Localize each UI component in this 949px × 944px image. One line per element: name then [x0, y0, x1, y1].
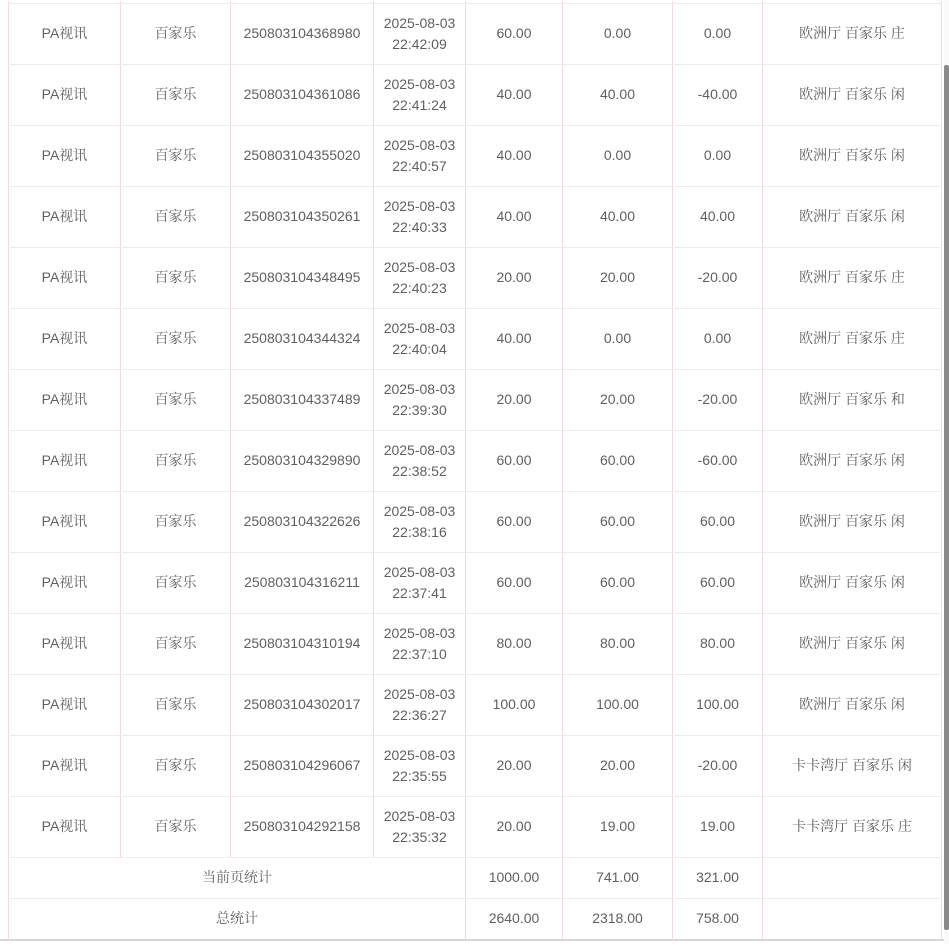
valid-bet-cell: 40.00: [563, 186, 673, 247]
order-no-cell: 250803104350261: [231, 186, 374, 247]
order-no-cell: 250803104337489: [231, 369, 374, 430]
time-cell: 2025-08-03 22:37:10: [374, 613, 466, 674]
game-detail-cell: 欧洲厅 百家乐 闲: [763, 674, 942, 735]
order-no-cell: 250803104292158: [231, 796, 374, 857]
valid-bet-cell: 80.00: [563, 613, 673, 674]
game-type-cell: 百家乐: [121, 247, 231, 308]
game-type-cell: 百家乐: [121, 64, 231, 125]
order-no-cell: 250803104348495: [231, 247, 374, 308]
time-cell: 2025-08-03 22:40:33: [374, 186, 466, 247]
vertical-scrollbar[interactable]: [944, 0, 949, 944]
game-type-cell: 百家乐: [121, 186, 231, 247]
win-loss-cell: 60.00: [673, 552, 763, 613]
platform-cell: PA视讯: [9, 735, 121, 796]
bet-amount-cell: 60.00: [466, 430, 563, 491]
summary-label-cell: 当前页统计: [9, 857, 466, 898]
game-detail-cell: 欧洲厅 百家乐 闲: [763, 186, 942, 247]
game-detail-cell: 卡卡湾厅 百家乐 闲: [763, 735, 942, 796]
valid-bet-cell: 19.00: [563, 796, 673, 857]
platform-cell: PA视讯: [9, 552, 121, 613]
game-type-cell: 百家乐: [121, 674, 231, 735]
time-cell: 2025-08-03 22:36:27: [374, 674, 466, 735]
game-type-cell: 百家乐: [121, 491, 231, 552]
valid-bet-cell: 100.00: [563, 674, 673, 735]
win-loss-cell: 0.00: [673, 125, 763, 186]
platform-cell: PA视讯: [9, 369, 121, 430]
bet-amount-cell: 40.00: [466, 308, 563, 369]
order-no-cell: 250803104322626: [231, 491, 374, 552]
current-page-summary-row: [9, 857, 942, 898]
order-no-cell: 250803104368980: [231, 3, 374, 64]
platform-cell: PA视讯: [9, 64, 121, 125]
summary-label-cell: 总统计: [9, 898, 466, 939]
game-type-cell: 百家乐: [121, 308, 231, 369]
summary-detail-cell: [763, 898, 942, 939]
table-row: [9, 308, 942, 369]
table-row: [9, 552, 942, 613]
summary-winloss-total-cell: 758.00: [673, 898, 763, 939]
win-loss-cell: 40.00: [673, 186, 763, 247]
table-row: [9, 125, 942, 186]
platform-cell: PA视讯: [9, 491, 121, 552]
order-no-cell: 250803104296067: [231, 735, 374, 796]
game-type-cell: 百家乐: [121, 3, 231, 64]
game-type-cell: 百家乐: [121, 796, 231, 857]
game-detail-cell: 欧洲厅 百家乐 闲: [763, 64, 942, 125]
valid-bet-cell: 0.00: [563, 308, 673, 369]
win-loss-cell: 80.00: [673, 613, 763, 674]
game-detail-cell: 欧洲厅 百家乐 庄: [763, 3, 942, 64]
table-row: [9, 430, 942, 491]
valid-bet-cell: 60.00: [563, 430, 673, 491]
game-detail-cell: 欧洲厅 百家乐 和: [763, 369, 942, 430]
game-detail-cell: 欧洲厅 百家乐 闲: [763, 491, 942, 552]
win-loss-cell: -60.00: [673, 430, 763, 491]
platform-cell: PA视讯: [9, 3, 121, 64]
time-cell: 2025-08-03 22:37:41: [374, 552, 466, 613]
summary-bet-total-cell: 2640.00: [466, 898, 563, 939]
table-row: [9, 186, 942, 247]
order-no-cell: 250803104355020: [231, 125, 374, 186]
time-cell: 2025-08-03 22:35:55: [374, 735, 466, 796]
platform-cell: PA视讯: [9, 125, 121, 186]
bet-amount-cell: 60.00: [466, 552, 563, 613]
game-detail-cell: 欧洲厅 百家乐 庄: [763, 247, 942, 308]
time-cell: 2025-08-03 22:38:16: [374, 491, 466, 552]
game-detail-cell: 卡卡湾厅 百家乐 庄: [763, 796, 942, 857]
bet-records-table: [8, 1, 942, 940]
valid-bet-cell: 0.00: [563, 125, 673, 186]
table-row: [9, 613, 942, 674]
order-no-cell: 250803104310194: [231, 613, 374, 674]
bet-amount-cell: 40.00: [466, 64, 563, 125]
table-row: [9, 369, 942, 430]
time-cell: 2025-08-03 22:40:57: [374, 125, 466, 186]
valid-bet-cell: 0.00: [563, 3, 673, 64]
time-cell: 2025-08-03 22:38:52: [374, 430, 466, 491]
bet-amount-cell: 100.00: [466, 674, 563, 735]
game-detail-cell: 欧洲厅 百家乐 庄: [763, 308, 942, 369]
order-no-cell: 250803104329890: [231, 430, 374, 491]
order-no-cell: 250803104302017: [231, 674, 374, 735]
time-cell: 2025-08-03 22:40:23: [374, 247, 466, 308]
bet-amount-cell: 20.00: [466, 735, 563, 796]
table-row: [9, 735, 942, 796]
valid-bet-cell: 20.00: [563, 247, 673, 308]
platform-cell: PA视讯: [9, 430, 121, 491]
win-loss-cell: 0.00: [673, 3, 763, 64]
win-loss-cell: -20.00: [673, 369, 763, 430]
platform-cell: PA视讯: [9, 796, 121, 857]
game-detail-cell: 欧洲厅 百家乐 闲: [763, 552, 942, 613]
game-detail-cell: 欧洲厅 百家乐 闲: [763, 430, 942, 491]
bet-amount-cell: 20.00: [466, 247, 563, 308]
valid-bet-cell: 20.00: [563, 735, 673, 796]
summary-valid-total-cell: 2318.00: [563, 898, 673, 939]
game-detail-cell: 欧洲厅 百家乐 闲: [763, 613, 942, 674]
valid-bet-cell: 40.00: [563, 64, 673, 125]
platform-cell: PA视讯: [9, 308, 121, 369]
win-loss-cell: -20.00: [673, 247, 763, 308]
table-row: [9, 64, 942, 125]
game-type-cell: 百家乐: [121, 125, 231, 186]
table-row: [9, 247, 942, 308]
table-row: [9, 491, 942, 552]
valid-bet-cell: 60.00: [563, 552, 673, 613]
summary-winloss-total-cell: 321.00: [673, 857, 763, 898]
bet-amount-cell: 20.00: [466, 369, 563, 430]
platform-cell: PA视讯: [9, 674, 121, 735]
win-loss-cell: -40.00: [673, 64, 763, 125]
bet-amount-cell: 40.00: [466, 186, 563, 247]
game-detail-cell: 欧洲厅 百家乐 闲: [763, 125, 942, 186]
records-tbody: [9, 1, 942, 939]
bet-amount-cell: 20.00: [466, 796, 563, 857]
time-cell: 2025-08-03 22:42:09: [374, 3, 466, 64]
game-type-cell: 百家乐: [121, 552, 231, 613]
grand-total-summary-row: [9, 898, 942, 939]
scrollbar-thumb[interactable]: [944, 65, 949, 930]
order-no-cell: 250803104316211: [231, 552, 374, 613]
platform-cell: PA视讯: [9, 613, 121, 674]
time-cell: 2025-08-03 22:35:32: [374, 796, 466, 857]
win-loss-cell: 60.00: [673, 491, 763, 552]
valid-bet-cell: 60.00: [563, 491, 673, 552]
game-type-cell: 百家乐: [121, 430, 231, 491]
win-loss-cell: 0.00: [673, 308, 763, 369]
bet-amount-cell: 60.00: [466, 3, 563, 64]
win-loss-cell: 100.00: [673, 674, 763, 735]
order-no-cell: 250803104361086: [231, 64, 374, 125]
game-type-cell: 百家乐: [121, 613, 231, 674]
win-loss-cell: -20.00: [673, 735, 763, 796]
summary-bet-total-cell: 1000.00: [466, 857, 563, 898]
table-row: [9, 3, 942, 64]
win-loss-cell: 19.00: [673, 796, 763, 857]
game-type-cell: 百家乐: [121, 735, 231, 796]
table-row: [9, 796, 942, 857]
time-cell: 2025-08-03 22:40:04: [374, 308, 466, 369]
bet-amount-cell: 60.00: [466, 491, 563, 552]
table-row: [9, 674, 942, 735]
order-no-cell: 250803104344324: [231, 308, 374, 369]
game-type-cell: 百家乐: [121, 369, 231, 430]
platform-cell: PA视讯: [9, 186, 121, 247]
time-cell: 2025-08-03 22:41:24: [374, 64, 466, 125]
bet-amount-cell: 80.00: [466, 613, 563, 674]
summary-detail-cell: [763, 857, 942, 898]
time-cell: 2025-08-03 22:39:30: [374, 369, 466, 430]
platform-cell: PA视讯: [9, 247, 121, 308]
bet-amount-cell: 40.00: [466, 125, 563, 186]
table-bottom-divider: [0, 939, 949, 941]
summary-valid-total-cell: 741.00: [563, 857, 673, 898]
valid-bet-cell: 20.00: [563, 369, 673, 430]
